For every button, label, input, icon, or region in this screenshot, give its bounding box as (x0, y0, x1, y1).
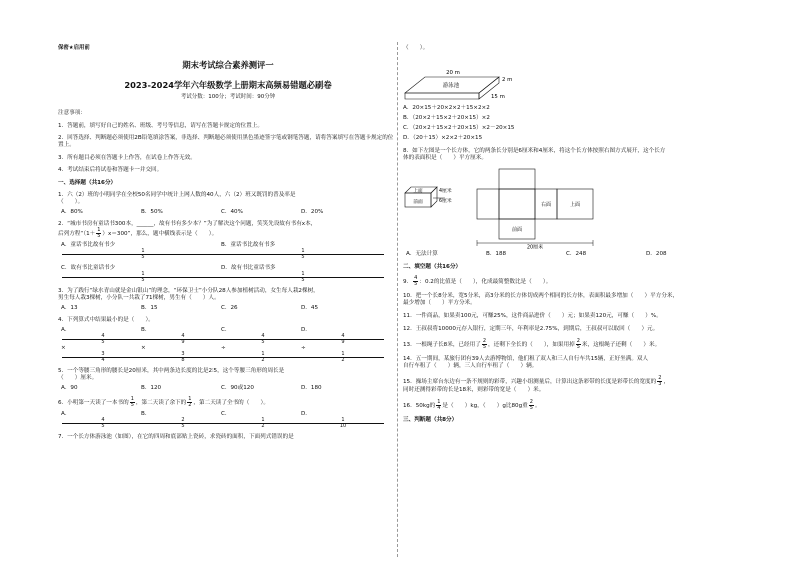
svg-text:前面: 前面 (511, 226, 523, 233)
pool-label: 游泳池 (442, 82, 460, 89)
pool-depth: 2 m (502, 76, 513, 83)
note-item: 3．所有题目必须在答题卡上作答，在试卷上作答无效。 (58, 154, 196, 161)
svg-text:20厘米: 20厘米 (526, 244, 544, 249)
question-blank: （ ）。 (58, 199, 84, 206)
question-11: 11．一件商品，如果卖100元，可赚25%，这件商品进价（ ）元；如果卖120元，可赚（ ）%。 (403, 312, 662, 319)
option-a[interactable]: A． 4 5 (61, 411, 141, 429)
option-c[interactable]: C．40% (221, 209, 243, 216)
question-text: 3．为了践行“绿水青山就是金山银山”的理念，“环保卫士”小分队28人参加植树活动，女生每人栽2棵树， (58, 288, 319, 295)
options (61, 209, 398, 216)
options (61, 242, 398, 260)
question-6: 6．小明第一天读了一本书的 $\frac{1}{5}$ ，第二天读了余下的 $\frac{1}{2}$ ，第二天读了全书的（ ）。 (58, 396, 269, 408)
svg-text:4厘米: 4厘米 (439, 188, 452, 194)
option-c[interactable]: C．26 (221, 305, 238, 312)
option-c[interactable]: C． 4 5 ÷ 1 2 (221, 327, 301, 363)
option-d[interactable]: D．208 (646, 250, 667, 257)
option-c[interactable]: C．故有书比童话书少 1 5 (61, 265, 221, 283)
option-c[interactable]: C．90或120 (221, 385, 254, 392)
question-text: （ ）厘米。 (58, 375, 98, 382)
question-text: 男生每人栽3棵树，小分队一共栽了71棵树，男生有（ ）人。 (58, 295, 220, 302)
option-d[interactable]: D．180 (301, 385, 322, 392)
question-5 (58, 368, 398, 382)
question-7: 7．一个长方体游泳池（如图），在它的四周和底部贴上瓷砖，求瓷砖的面积，下面列式错误的是 (58, 433, 294, 440)
question-text: 2．“城市书房有童话书300本，______，故有书有多少本？”为了解决这个问题，笑笑先设故有书有x本， (58, 221, 317, 228)
option-a[interactable]: A．80% (61, 209, 83, 216)
question-16: 16．50kg的 $\frac{1}{4}$ 是（ ）kg，（ ）g比80g重 $\frac{2}{5}$ 。 (403, 398, 541, 411)
svg-text:前面: 前面 (413, 199, 423, 205)
pool-width: 15 m (491, 93, 505, 100)
option-c[interactable]: C．（20×2＋15×2＋20×15）×2－20×15 (403, 124, 515, 131)
option-d[interactable]: D．故有书比童话书多 1 5 (221, 265, 381, 283)
question-text: 1．六（2）班的小明同学在全校50名同学中统计上网人数的40人，六（2）班又既罚的普及率是 (58, 192, 296, 199)
equation-part: ）x＝300”，那么，题中横线表示是（ ）。 (102, 231, 218, 238)
option-b[interactable]: B． 4 9 × 3 8 (141, 327, 221, 363)
question-14: 14．五一期间，某旅行团有39人去游博物馆，他们租了双人和三人自行车共15辆，正好坐满。双人 自行车租了（ ）辆，三人自行车租了（ ）辆。 (403, 355, 649, 369)
option-b[interactable]: B．188 (486, 250, 507, 257)
question-4: 4．下列算式中结果最小的是（ ）。 (58, 317, 154, 324)
option-d[interactable]: D．（20＋15）×2×2＋20×15 (403, 134, 483, 141)
options (61, 305, 398, 312)
exam-title: 期末考试综合素养测评一 (182, 59, 274, 70)
section-heading: 三、判断题（共8分） (403, 416, 458, 423)
question-10: 10．把一个长8分米，宽5分米，高3分米的长方体切成两个相同的长方体，表面积最多增加（ ）平方分米， 最少增加（ ）平方分米。 (403, 292, 679, 306)
option-d[interactable]: D． 1 10 (301, 411, 381, 429)
question-2 (58, 221, 398, 239)
question-text: 5．一个等腰三角形的腰长是20厘米，其中两条边长度的比是2∶5，这个等腰三角形的周长是 (58, 368, 285, 375)
svg-text:6厘米: 6厘米 (439, 198, 452, 204)
fraction: $\frac{1}{5}$ (97, 227, 101, 240)
option-a[interactable]: A． 4 5 × 3 4 (61, 327, 141, 363)
options (406, 251, 755, 258)
question-13: 13．一根绳子长8米，已经用了 $\frac{2}{5}$ ，还剩下全长的（ ），如果用掉 $\frac{2}{5}$ 米，这根绳子还剩（ ）米。 (403, 337, 661, 350)
confidential-label: 保密★启用前 (58, 45, 90, 51)
options (61, 327, 398, 363)
question-text: 后列方程“ (58, 231, 84, 238)
question-9: 9． $\frac{4}{5}$ ：0.2的比值是（ ），化成最简整数比是（ ）。 (403, 274, 552, 287)
svg-text:右面: 右面 (540, 201, 552, 208)
question-15: 15．操场主席台东边有一条不规则的彩带，兴趣小组测量后，计算出这条彩带的长度是彩带长的宽度的 $\frac{2}{3}$ ， 同时还测得彩带的长是18米，则彩带的宽是（ ）米。 (403, 374, 670, 393)
question-12: 12．王叔叔将10000元存入银行，定期三年，年利率是2.75%，到期后，王叔叔可以取回（ ）元。 (403, 325, 659, 332)
question-text: 体的表面积是（ ）平方厘米。 (403, 154, 487, 161)
option-a[interactable]: A．13 (61, 305, 78, 312)
option-d[interactable]: D． 4 9 ÷ 1 2 (301, 327, 381, 363)
option-b[interactable]: B．童话书比故有书多 1 5 (221, 242, 381, 260)
option-b[interactable]: B．50% (141, 209, 163, 216)
options (61, 411, 398, 429)
note-item: 2．回答选择、判断题必须使用2B铅笔填涂答案，非选择、判断题必须使用黑色墨迹签字笔或钢笔答题，请将答案填写在答题卡规定的位置上。 (58, 135, 394, 149)
option-b[interactable]: B． 2 5 (141, 411, 221, 429)
question-1 (58, 192, 398, 206)
option-c[interactable]: C． 1 2 (221, 411, 301, 429)
pool-figure (403, 55, 755, 105)
option-c[interactable]: C．248 (566, 250, 587, 257)
note-item: 1．答题前，填写好自己的姓名、班级、考号等信息，请写在答题卡规定的位置上。 (58, 122, 263, 129)
option-a[interactable]: A．90 (61, 385, 78, 392)
svg-text:上面: 上面 (569, 201, 581, 208)
option-b[interactable]: B．120 (141, 385, 162, 392)
exam-subtitle: 2023-2024学年六年级数学上册期末高频易错题必刷卷 (124, 80, 332, 91)
option-a[interactable]: A．童话书比故有书少 1 5 (61, 242, 221, 260)
section-heading: 二、填空题（共16分） (403, 263, 462, 270)
right-column (403, 45, 755, 429)
svg-text:上面: 上面 (413, 188, 423, 194)
equation-part: （1＋ (83, 231, 96, 238)
question-text: 8．如下左图是一个长方体，它的两条长分别是6厘米和4厘米，将这个长方体按照右图方式展开，这个长方 (403, 147, 666, 154)
option-a[interactable]: A．20×15＋20×2×2＋15×2×2 (403, 104, 490, 111)
question-3 (58, 288, 398, 302)
pool-diagram (403, 55, 523, 105)
options (61, 385, 398, 392)
exam-meta: 考试分数：100分；考试时间：90分钟 (180, 94, 276, 101)
option-b[interactable]: B．（20×2＋15×2＋20×15）×2 (403, 114, 490, 121)
section-heading: 一、选择题（共16分） (58, 180, 117, 187)
option-a[interactable]: A．无法计算 (406, 250, 438, 257)
question-8 (403, 148, 755, 162)
left-column (58, 45, 398, 444)
options (61, 265, 398, 283)
net-diagram (403, 165, 663, 249)
option-b[interactable]: B．15 (141, 305, 158, 312)
net-figure (403, 165, 755, 249)
option-d[interactable]: D．20% (301, 209, 324, 216)
option-d[interactable]: D．45 (301, 305, 319, 312)
notes-heading: 注意事项： (58, 110, 86, 117)
pool-length: 20 m (446, 69, 460, 76)
question-blank: （ ）。 (403, 45, 429, 51)
note-item: 4．考试结束后将试卷和答题卡一并交回。 (58, 167, 163, 174)
